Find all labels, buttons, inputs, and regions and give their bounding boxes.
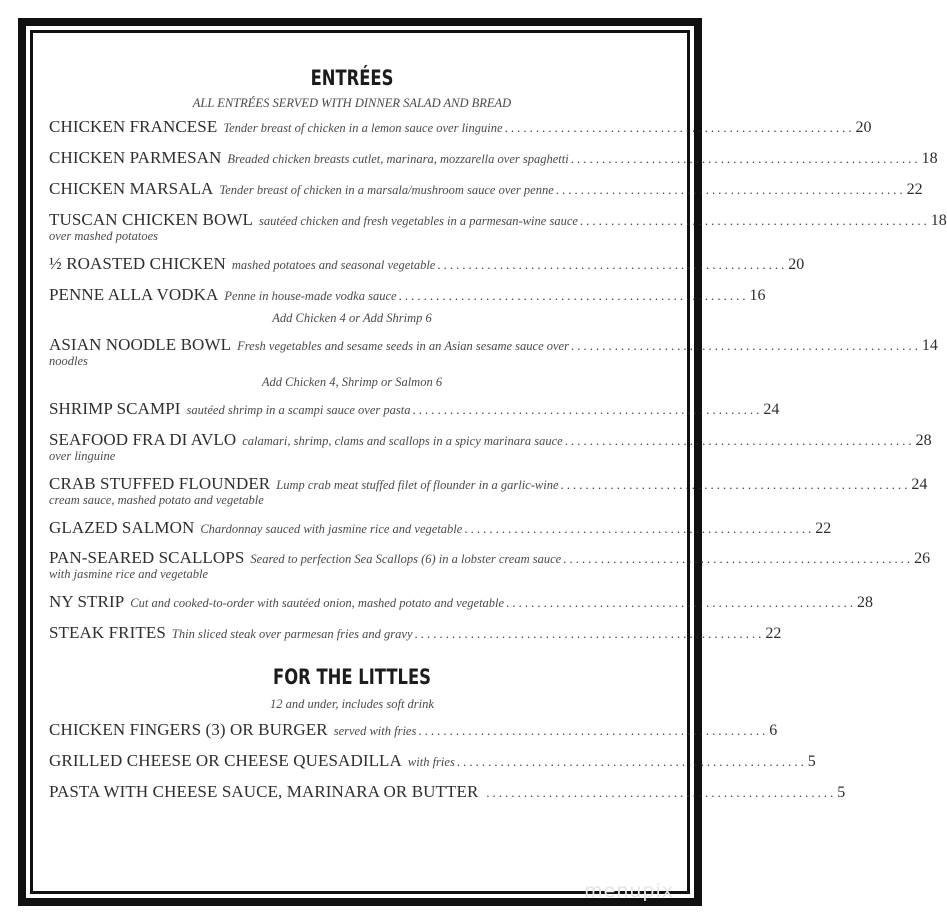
item-description: Tender breast of chicken in a lemon sauce over linguine bbox=[223, 121, 503, 135]
item-description: with fries bbox=[407, 755, 455, 769]
dot-leader bbox=[505, 121, 852, 136]
dot-leader bbox=[437, 258, 784, 273]
item-price: 22 bbox=[765, 625, 782, 642]
dot-leader bbox=[563, 552, 910, 567]
item-description: Tender breast of chicken in a marsala/mushroom sauce over penne bbox=[219, 183, 554, 197]
menu-item bbox=[49, 782, 846, 802]
item-description: Seared to perfection Sea Scallops (6) in a lobster cream sauce bbox=[250, 552, 562, 566]
item-name: CHICKEN MARSALA bbox=[49, 179, 214, 198]
menu-item bbox=[49, 623, 782, 643]
item-price: 20 bbox=[855, 119, 872, 136]
menu-item bbox=[49, 720, 778, 740]
item-price: 6 bbox=[769, 722, 778, 739]
dot-leader bbox=[556, 183, 903, 198]
item-price: 28 bbox=[915, 432, 932, 449]
item-name: GLAZED SALMON bbox=[49, 518, 195, 537]
menu-item bbox=[49, 335, 938, 369]
item-name: ASIAN NOODLE BOWL bbox=[49, 335, 232, 354]
menu-item bbox=[49, 592, 873, 612]
item-price: 18 bbox=[930, 212, 947, 229]
menu-item bbox=[49, 474, 928, 508]
item-description: Cut and cooked-to-order with sautéed onion, mashed potato and vegetable bbox=[130, 596, 505, 610]
menu-page bbox=[49, 66, 947, 802]
item-description-continued: cream sauce, mashed potato and vegetable bbox=[49, 493, 264, 507]
item-description: mashed potatoes and seasonal vegetable bbox=[231, 258, 436, 272]
dot-leader bbox=[457, 755, 804, 770]
littles-subtitle: 12 and under, includes soft drink bbox=[270, 697, 434, 711]
dot-leader bbox=[565, 434, 912, 449]
addon-note: Add Chicken 4 or Add Shrimp 6 bbox=[272, 311, 432, 325]
dot-leader bbox=[464, 522, 811, 537]
dot-leader bbox=[561, 478, 908, 493]
dot-leader bbox=[571, 152, 918, 167]
item-description-continued: over linguine bbox=[49, 449, 116, 463]
item-price: 5 bbox=[807, 753, 816, 770]
item-name: ½ ROASTED CHICKEN bbox=[49, 254, 226, 273]
menu-item bbox=[49, 179, 923, 199]
dot-leader bbox=[399, 289, 746, 304]
item-price: 26 bbox=[914, 550, 931, 567]
item-description: Breaded chicken breasts cutlet, marinara, mozzarella over spaghetti bbox=[227, 152, 569, 166]
item-price: 5 bbox=[837, 784, 846, 801]
entrees-title: ENTRÉES bbox=[310, 66, 394, 90]
item-name: SEAFOOD FRA DI AVLO bbox=[49, 430, 237, 449]
item-price: 20 bbox=[788, 256, 805, 273]
menu-item bbox=[49, 210, 947, 244]
item-description: Lump crab meat stuffed filet of flounder in a garlic-wine bbox=[276, 478, 559, 492]
item-name: TUSCAN CHICKEN BOWL bbox=[49, 210, 254, 229]
menu-item bbox=[49, 285, 766, 305]
item-description-continued: noodles bbox=[49, 354, 88, 368]
item-name: NY STRIP bbox=[49, 592, 125, 611]
item-description: Penne in house-made vodka sauce bbox=[224, 289, 397, 303]
dot-leader bbox=[571, 339, 918, 354]
item-name: CRAB STUFFED FLOUNDER bbox=[49, 474, 271, 493]
item-price: 18 bbox=[921, 150, 938, 167]
item-price: 24 bbox=[911, 476, 928, 493]
item-description: Chardonnay sauced with jasmine rice and vegetable bbox=[200, 522, 463, 536]
menu-item bbox=[49, 751, 816, 771]
item-description: served with fries bbox=[333, 724, 417, 738]
item-description-continued: with jasmine rice and vegetable bbox=[49, 567, 208, 581]
item-price: 24 bbox=[763, 401, 780, 418]
menu-item bbox=[49, 117, 872, 137]
item-price: 22 bbox=[906, 181, 923, 198]
item-description-continued: over mashed potatoes bbox=[49, 229, 159, 243]
item-name: STEAK FRITES bbox=[49, 623, 166, 642]
item-name: CHICKEN FRANCESE bbox=[49, 117, 218, 136]
item-price: 22 bbox=[815, 520, 832, 537]
item-name: CHICKEN PARMESAN bbox=[49, 148, 222, 167]
menu-item bbox=[49, 399, 780, 419]
menu-item bbox=[49, 518, 832, 538]
item-price: 28 bbox=[856, 594, 873, 611]
item-name: SHRIMP SCAMPI bbox=[49, 399, 181, 418]
menu-item bbox=[49, 254, 805, 274]
item-name: CHICKEN FINGERS (3) OR BURGER bbox=[49, 720, 328, 739]
dot-leader bbox=[506, 596, 853, 611]
watermark-logo: menupix bbox=[584, 880, 674, 902]
littles-title: FOR THE LITTLES bbox=[273, 665, 431, 689]
menu-item bbox=[49, 548, 931, 582]
addon-note: Add Chicken 4, Shrimp or Salmon 6 bbox=[261, 375, 443, 389]
dot-leader bbox=[580, 214, 927, 229]
item-price: 16 bbox=[749, 287, 766, 304]
item-name: PASTA WITH CHEESE SAUCE, MARINARA OR BUTTER bbox=[49, 782, 479, 801]
dot-leader bbox=[412, 403, 759, 418]
item-name: PENNE ALLA VODKA bbox=[49, 285, 219, 304]
item-price: 14 bbox=[921, 337, 938, 354]
menu-item bbox=[49, 148, 938, 168]
item-description: Thin sliced steak over parmesan fries and gravy bbox=[171, 627, 413, 641]
menu-item bbox=[49, 430, 932, 464]
dot-leader bbox=[418, 724, 765, 739]
dot-leader bbox=[415, 627, 762, 642]
item-description: calamari, shrimp, clams and scallops in a spicy marinara sauce bbox=[242, 434, 563, 448]
item-name: GRILLED CHEESE OR CHEESE QUESADILLA bbox=[49, 751, 402, 770]
item-name: PAN-SEARED SCALLOPS bbox=[49, 548, 245, 567]
item-description: Fresh vegetables and sesame seeds in an Asian sesame sauce over bbox=[237, 339, 569, 353]
dot-leader bbox=[486, 786, 833, 801]
entrees-subtitle: ALL ENTRÉES SERVED WITH DINNER SALAD AND BREAD bbox=[192, 96, 512, 110]
item-description: sautéed chicken and fresh vegetables in a parmesan-wine sauce bbox=[259, 214, 578, 228]
item-description: sautéed shrimp in a scampi sauce over pasta bbox=[186, 403, 411, 417]
